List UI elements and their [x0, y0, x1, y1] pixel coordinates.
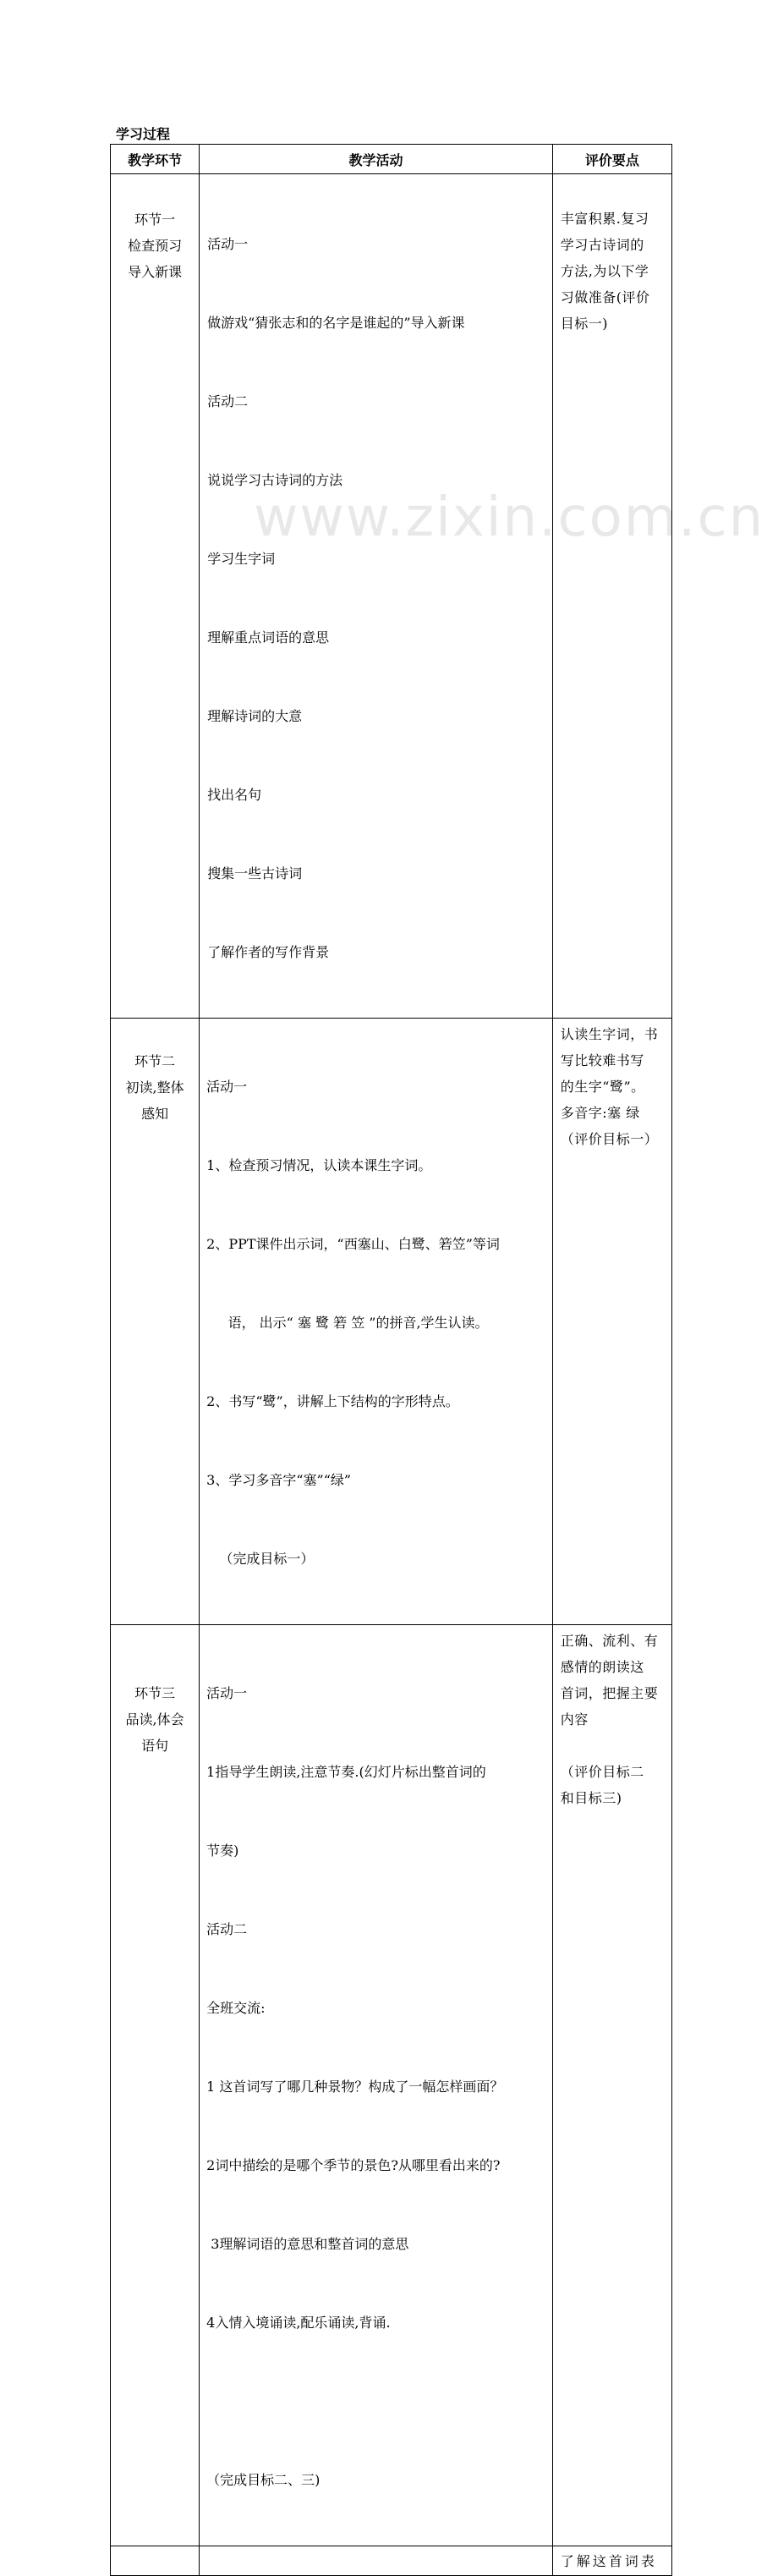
evaluation-line: 和目标三): [560, 1790, 622, 1806]
stage-cell: [111, 174, 200, 1019]
table-row: [111, 1625, 672, 2546]
activity-line: 1、检查预习情况，认读本课生字词。: [206, 1157, 432, 1173]
section-title: 学习过程: [116, 126, 171, 142]
table-row: [111, 2546, 672, 2576]
evaluation-line: 写比较难书写: [560, 1052, 644, 1068]
stage-line: 环节二: [134, 1053, 176, 1069]
evaluation-line: 了解这首词表: [560, 2553, 657, 2569]
header-activities: 教学活动: [200, 145, 553, 174]
activity-line: 活动二: [207, 393, 249, 409]
activity-line: （完成目标二、三): [206, 2472, 321, 2488]
activity-line: 语， 出示“ 塞 鹭 箬 笠 ”的拼音,学生认读。: [206, 1315, 489, 1331]
activity-line: 1 这首词写了哪几种景物？构成了一幅怎样画面？: [206, 2079, 504, 2095]
table-row: [111, 1019, 672, 1625]
stage-line: 导入新课: [128, 264, 183, 280]
evaluation-line: 学习古诗词的: [560, 237, 644, 253]
activity-line: 找出名句: [207, 787, 262, 803]
stage-line: 初读,整体: [125, 1079, 184, 1096]
stage-line: 语句: [141, 1738, 169, 1754]
activity-line: 活动一: [206, 1685, 248, 1701]
activity-line: 全班交流:: [206, 2000, 266, 2016]
evaluation-line: 的生字“鹭”。: [560, 1079, 645, 1095]
evaluation-line: [561, 1733, 666, 1759]
stage-line: 感知: [141, 1106, 169, 1122]
activity-line: 活动一: [206, 1079, 248, 1095]
activity-line: 节奏): [206, 1843, 239, 1859]
evaluation-line: （评价目标二: [560, 1764, 644, 1780]
activity-line: 4入情入境诵读,配乐诵读,背诵.: [206, 2315, 391, 2331]
activities-cell: [200, 1625, 553, 2546]
activity-line: 3理解词语的意思和整首词的意思: [206, 2236, 409, 2252]
header-evaluation: 评价要点: [552, 145, 671, 174]
activity-line: 搜集一些古诗词: [207, 865, 303, 882]
activity-line: 学习生字词: [207, 551, 276, 567]
evaluation-line: 认读生字词，书: [560, 1026, 659, 1042]
activities-cell: [200, 174, 553, 1019]
evaluation-line: 首词，把握主要: [560, 1685, 659, 1701]
stage-cell: [111, 1625, 200, 2546]
evaluation-line: 多音字:塞 绿: [560, 1105, 640, 1121]
evaluation-cell: [552, 174, 671, 1019]
stage-line: 检查预习: [128, 238, 183, 254]
activity-line: 活动一: [207, 236, 249, 252]
activity-line: 2、PPT课件出示词，“西塞山、白鹭、箬笠”等词: [206, 1236, 500, 1252]
evaluation-line: 正确、流利、有: [560, 1633, 659, 1649]
evaluation-line: 丰富积累.复习: [560, 211, 649, 227]
stage-cell: [111, 2546, 200, 2576]
activity-line: 了解作者的写作背景: [207, 944, 330, 960]
header-stage: 教学环节: [111, 145, 200, 174]
activity-line: 理解重点词语的意思: [207, 629, 330, 645]
evaluation-line: 目标一): [560, 316, 609, 332]
evaluation-line: 习做准备(评价: [560, 289, 650, 305]
activities-cell: [200, 2546, 553, 2576]
activity-line: 2词中描绘的是哪个季节的景色?从哪里看出来的?: [206, 2157, 501, 2173]
activity-line: 1指导学生朗读,注意节奏.(幻灯片标出整首词的: [206, 1764, 486, 1780]
evaluation-cell: [552, 1019, 671, 1625]
evaluation-line: 感情的朗读这: [560, 1659, 644, 1675]
activity-line: 2、书写“鹭”，讲解上下结构的字形特点。: [206, 1393, 459, 1409]
evaluation-cell: [552, 1625, 671, 2546]
evaluation-line: （评价目标一）: [560, 1131, 659, 1147]
activity-line: （完成目标一）: [206, 1551, 315, 1567]
activity-line: [206, 2388, 549, 2414]
activities-cell: [200, 1019, 553, 1625]
stage-line: 品读,体会: [125, 1711, 184, 1727]
activity-line: 说说学习古诗词的方法: [207, 472, 343, 488]
stage-line: 环节三: [134, 1685, 176, 1701]
table-row: [111, 174, 672, 1019]
activity-line: 做游戏“猜张志和的名字是谁起的”导入新课: [207, 315, 465, 331]
stage-cell: [111, 1019, 200, 1625]
evaluation-line: 方法,为以下学: [560, 263, 649, 279]
table-header-row: [111, 145, 672, 174]
lesson-process-table: [110, 144, 672, 2576]
activity-line: 3、学习多音字“塞”“绿”: [206, 1472, 352, 1488]
evaluation-cell: [552, 2546, 671, 2576]
evaluation-line: 内容: [560, 1711, 589, 1727]
stage-line: 环节一: [134, 211, 176, 228]
activity-line: 理解诗词的大意: [207, 708, 303, 724]
activity-line: 活动二: [206, 1921, 248, 1937]
watermark: www.zixin.com.cn: [254, 486, 765, 549]
